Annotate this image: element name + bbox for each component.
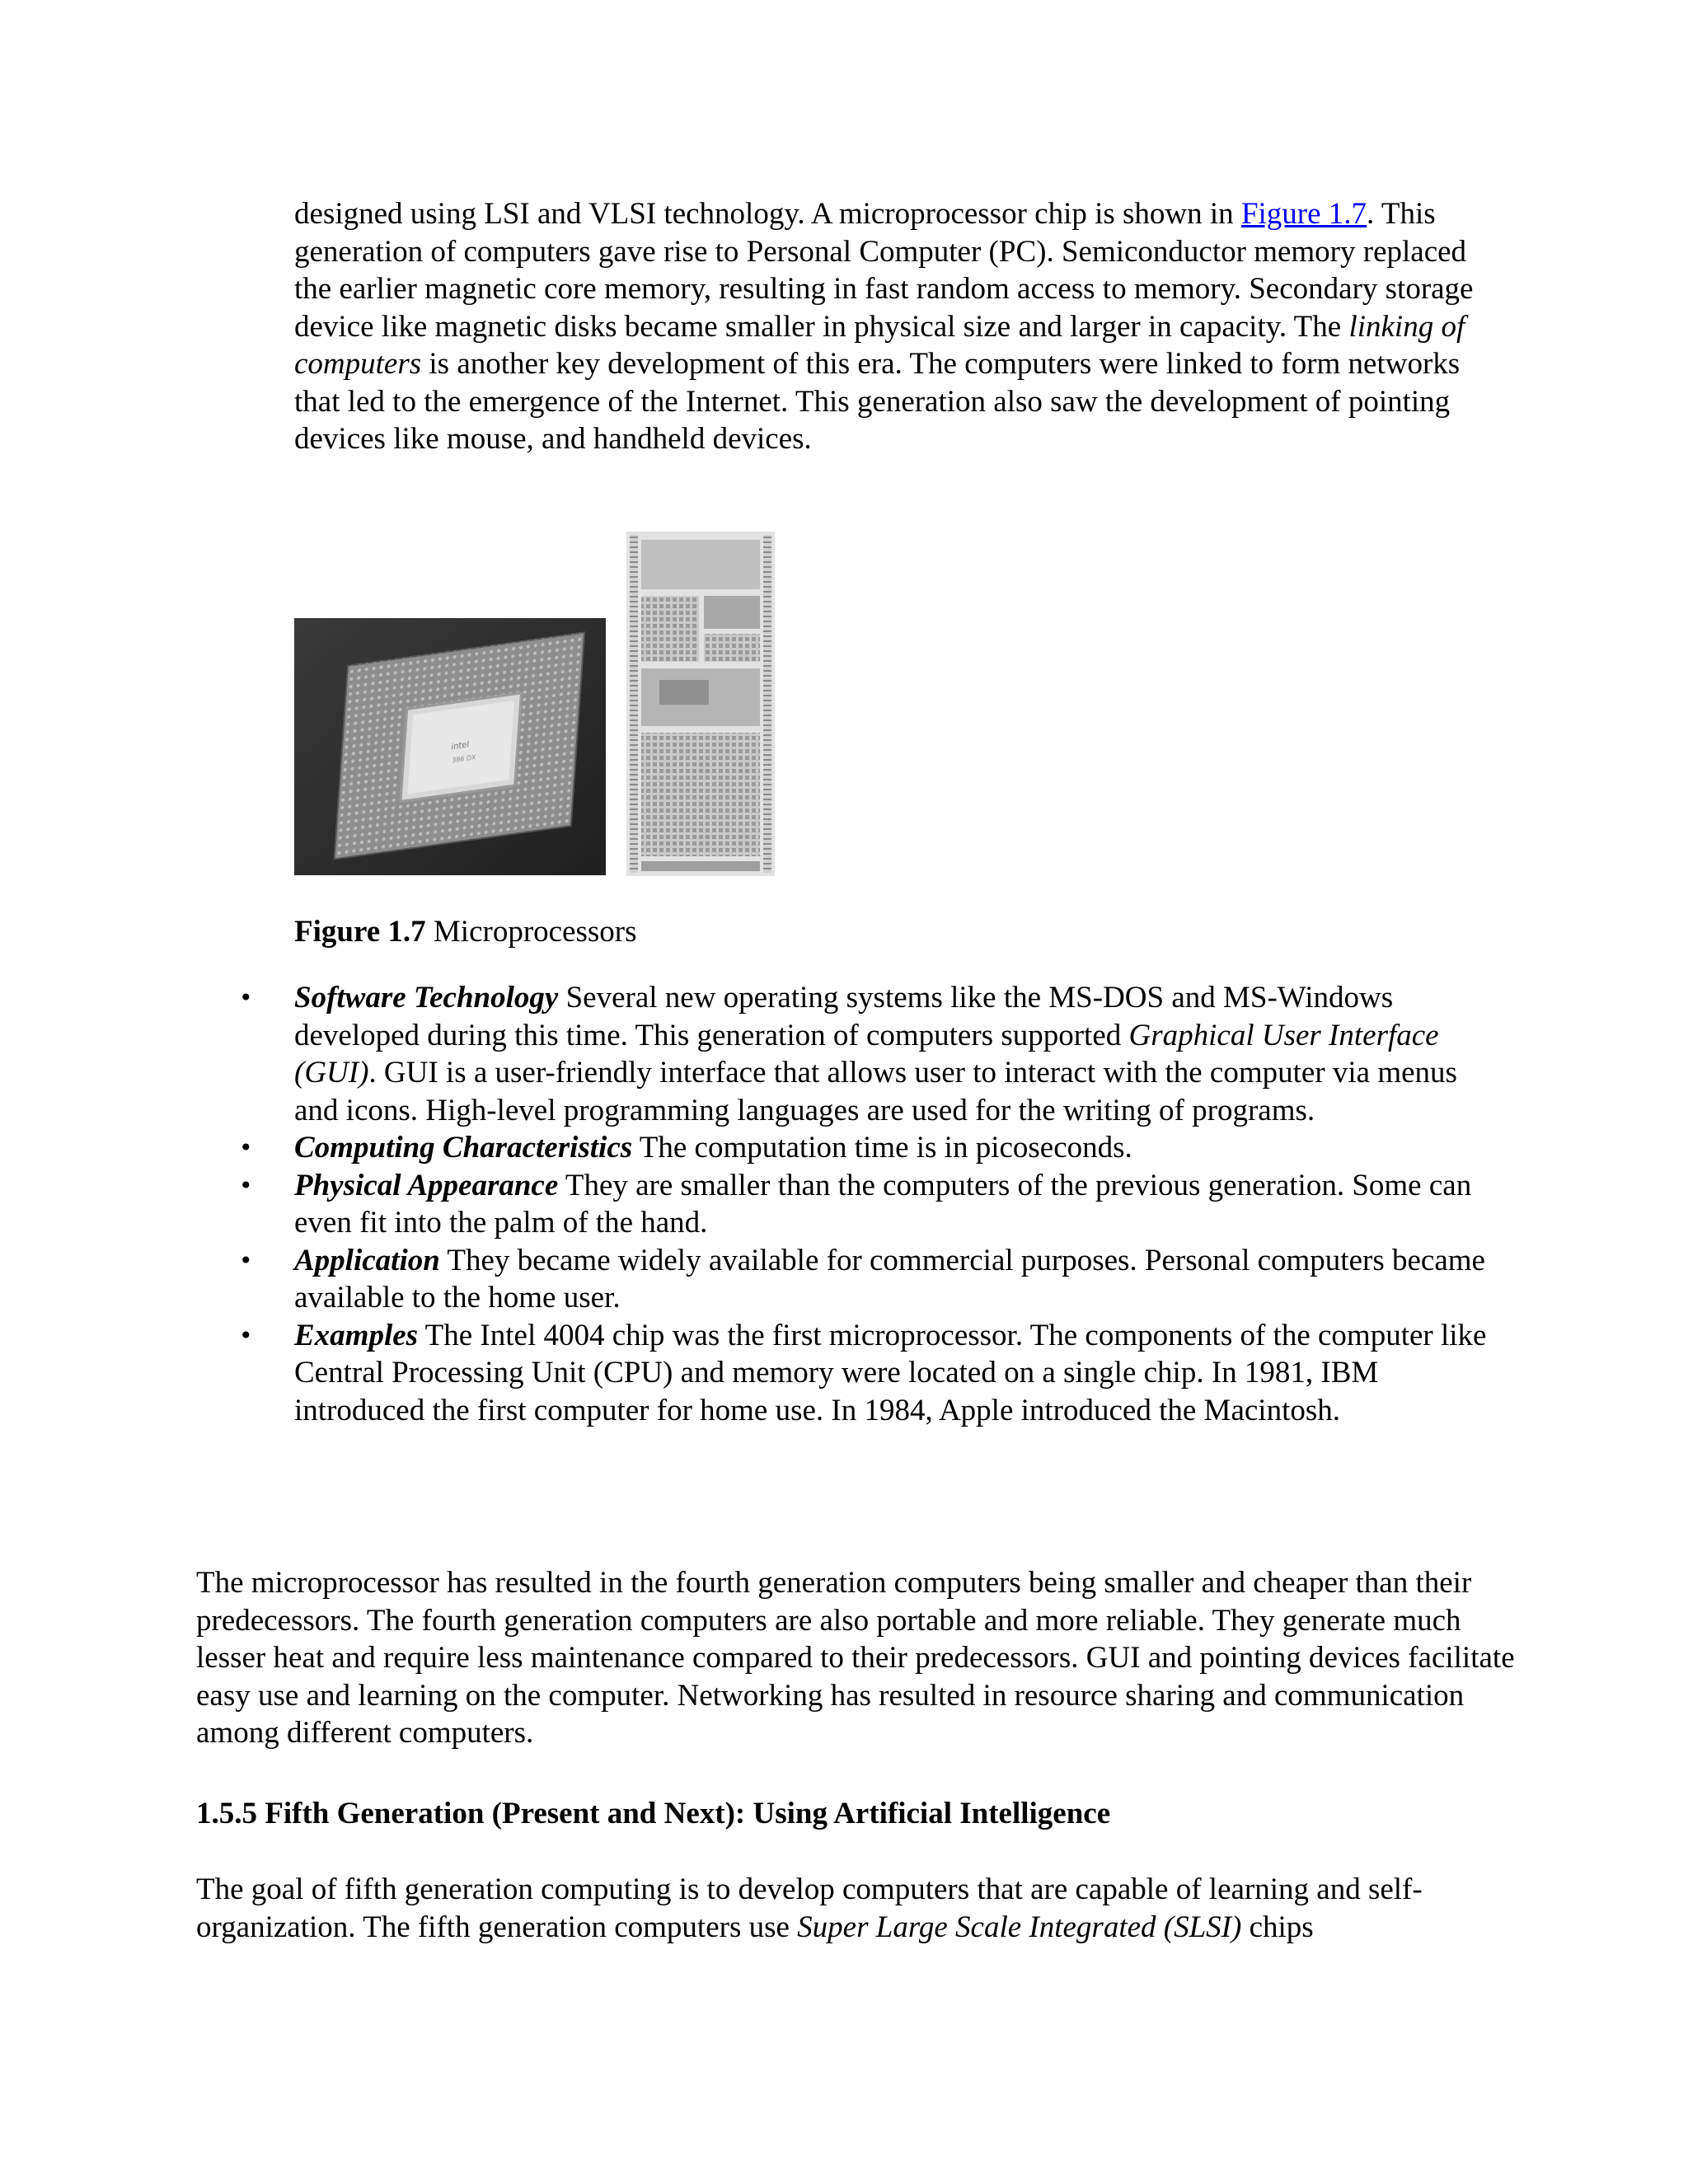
list-item-software-technology	[239, 979, 1508, 1129]
intro-text-body: This generation of computers gave rise to Personal Computer (PC). Semiconductor memory replaced the earlier magnetic core memory, resulting in fast random access to memory. Secondary storage device like magnetic disks became smaller in physical size and larger in capacity. The	[294, 197, 1474, 344]
figure-1-7-link[interactable]: Figure 1.7	[1240, 197, 1367, 231]
list-item-application	[239, 1242, 1508, 1317]
microprocessor-package-image	[294, 618, 606, 875]
section-text-start: The goal of fifth generation computing is to develop computers that are capable of learning and self-organization. The fifth generation computers use	[196, 1872, 1423, 1944]
list-item-term: Examples	[294, 1318, 419, 1352]
svg-text:386 DX: 386 DX	[451, 752, 476, 765]
summary-text: The microprocessor has resulted in the fourth generation computers being smaller and cheaper than their predecessors. The fourth generation computers are also portable and more reliable. They generate much lesser heat and require less maintenance compared to their predecessors. GUI and pointing devices facilitate easy use and learning on the computer. Networking has resulted in resource sharing and communication among different computers.	[196, 1566, 1515, 1750]
section-heading: 1.5.5 Fifth Generation (Present and Next): Using Artificial Intelligence	[196, 1797, 1111, 1830]
intro-period: .	[1367, 197, 1375, 231]
gui-emphasis: Graphical User Interface (GUI)	[294, 1018, 1439, 1090]
svg-text:intel: intel	[451, 740, 470, 752]
summary-paragraph	[196, 1564, 1515, 1752]
characteristics-list	[239, 979, 1508, 1429]
intro-text-start: designed using LSI and VLSI technology. A microprocessor chip is shown in	[294, 197, 1241, 231]
linking-of-computers-emphasis: linking of computers	[294, 309, 1465, 381]
intro-paragraph	[294, 195, 1498, 458]
list-item-text: They became widely available for commercial purposes. Personal computers became available to the home user.	[294, 1243, 1485, 1315]
section-text-end: chips	[1241, 1910, 1314, 1944]
microprocessor-die-image	[626, 532, 775, 876]
bullet-icon: •	[239, 984, 253, 1011]
list-item-term: Software Technology	[294, 981, 559, 1015]
list-item-text: The computation time is in picoseconds.	[632, 1131, 1132, 1165]
bullet-icon: •	[239, 1246, 253, 1274]
intro-text-end: is another key development of this era. The computers were linked to form networks that led to the emergence of the Internet. This generation also saw the development of pointing devices like mouse, and handheld devices.	[294, 347, 1461, 456]
section-paragraph	[196, 1871, 1515, 1946]
bullet-icon: •	[239, 1321, 253, 1349]
slsi-emphasis: Super Large Scale Integrated (SLSI)	[797, 1910, 1242, 1944]
figure-caption	[294, 913, 1498, 951]
list-item-term: Physical Appearance	[294, 1168, 559, 1202]
list-item-term: Computing Characteristics	[294, 1131, 633, 1165]
list-item-computing-characteristics	[239, 1129, 1508, 1167]
bullet-icon: •	[239, 1171, 253, 1199]
list-item-term: Application	[294, 1243, 440, 1277]
list-item-text: Several new operating systems like the MS-DOS and MS-Windows developed during this time. This generation of computers supported	[294, 981, 1394, 1052]
list-item-examples	[239, 1317, 1508, 1430]
list-item-physical-appearance	[239, 1167, 1508, 1242]
figure-caption-text: Microprocessors	[425, 915, 637, 949]
bullet-icon: •	[239, 1134, 253, 1161]
list-item-text: The Intel 4004 chip was the first microprocessor. The components of the computer like Central Processing Unit (CPU) and memory were located on a single chip. In 1981, IBM introduced the first computer for home use. In 1984, Apple introduced the Macintosh.	[294, 1318, 1487, 1427]
section-heading-block	[196, 1795, 1515, 1833]
list-item-text-cont: . GUI is a user-friendly interface that allows user to interact with the computer via menus and icons. High-level programming languages are used for the writing of programs.	[294, 1056, 1457, 1127]
list-item-text: They are smaller than the computers of the previous generation. Some can even fit into the palm of the hand.	[294, 1168, 1472, 1240]
figure-label: Figure 1.7	[294, 915, 426, 949]
